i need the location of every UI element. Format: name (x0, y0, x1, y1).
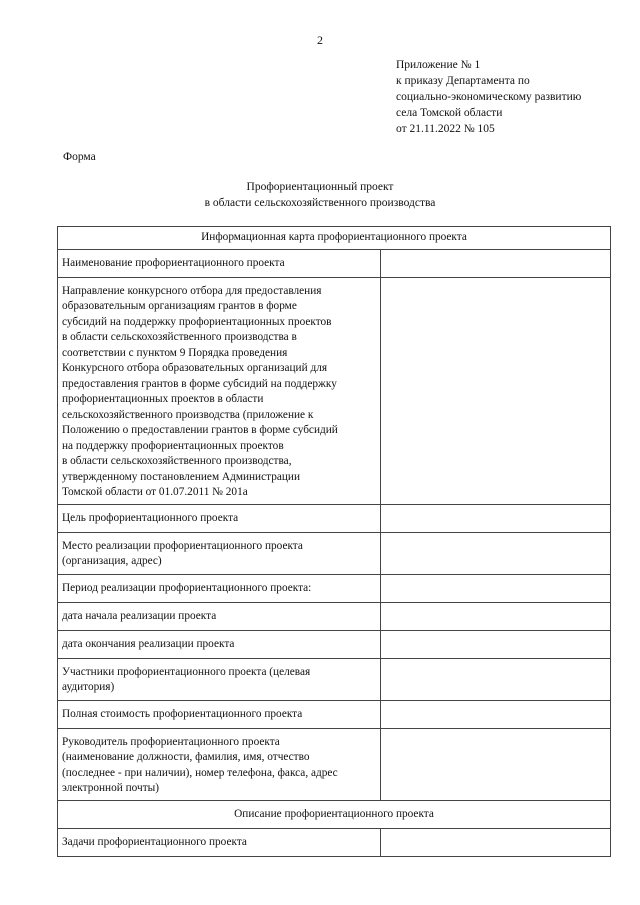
row-value-end-date[interactable] (381, 630, 611, 658)
row-label-goal: Цель профориентационного проекта (58, 504, 381, 532)
page-number: 2 (317, 33, 323, 47)
row-label-start-date: дата начала реализации проекта (58, 602, 381, 630)
appendix-line: Приложение № 1 (396, 59, 481, 71)
table-row (58, 728, 611, 800)
appendix-block (396, 57, 626, 137)
appendix-line: от 21.11.2022 № 105 (396, 123, 495, 135)
row-value-name[interactable] (381, 249, 611, 277)
table-row (58, 700, 611, 728)
row-value-goal[interactable] (381, 504, 611, 532)
row-label-location: Место реализации профориентационного проекта (организация, адрес) (58, 532, 381, 574)
table-row (58, 249, 611, 277)
row-label-head: Руководитель профориентационного проекта (наименование должности, фамилия, имя, отчество (последнее - при наличии), номер телефона, факса, адрес электронной почты) (58, 728, 381, 800)
table-row (58, 574, 611, 602)
row-label-period: Период реализации профориентационного проекта: (58, 574, 381, 602)
row-value-start-date[interactable] (381, 602, 611, 630)
title-line-1: Профориентационный проект (246, 181, 394, 193)
description-header: Описание профориентационного проекта (58, 800, 611, 828)
table-row (58, 227, 611, 250)
table-row (58, 277, 611, 504)
info-card-table (57, 226, 611, 857)
row-value-direction[interactable] (381, 277, 611, 504)
form-label: Форма (63, 151, 96, 163)
table-row (58, 630, 611, 658)
row-label-participants: Участники профориентационного проекта (целевая аудитория) (58, 658, 381, 700)
info-card-header: Информационная карта профориентационного проекта (58, 227, 611, 250)
appendix-line: к приказу Департамента по (396, 75, 530, 87)
table-row (58, 658, 611, 700)
table-row (58, 800, 611, 828)
row-value-tasks[interactable] (381, 828, 611, 856)
document-title (0, 179, 640, 211)
row-value-head[interactable] (381, 728, 611, 800)
row-label-cost: Полная стоимость профориентационного проекта (58, 700, 381, 728)
appendix-line: села Томской области (396, 107, 503, 119)
row-label-direction: Направление конкурсного отбора для предоставления образовательным организациям грантов в форме субсидий на поддержку профориентационных проектов в области сельскохозяйственного производства в соответствии с пунктом 9 Порядка проведения Конкурсного отбора образовательных организаций для предоставления грантов в форме субсидий на поддержку профориентационных проектов в области сельскохозяйственного производства (приложение к Положению о предоставлении грантов в форме субсидий на поддержку профориентационных проектов в области сельскохозяйственного производства, утвержденному постановлением Администрации Томской области от 01.07.2011 № 201а (58, 277, 381, 504)
row-label-tasks: Задачи профориентационного проекта (58, 828, 381, 856)
row-value-location[interactable] (381, 532, 611, 574)
table-row (58, 602, 611, 630)
row-value-participants[interactable] (381, 658, 611, 700)
row-label-end-date: дата окончания реализации проекта (58, 630, 381, 658)
row-value-cost[interactable] (381, 700, 611, 728)
table-row (58, 504, 611, 532)
table-row (58, 828, 611, 856)
row-value-period[interactable] (381, 574, 611, 602)
title-line-2: в области сельскохозяйственного производства (204, 197, 436, 209)
table-row (58, 532, 611, 574)
row-label-name: Наименование профориентационного проекта (58, 249, 381, 277)
appendix-line: социально-экономическому развитию (396, 91, 582, 103)
